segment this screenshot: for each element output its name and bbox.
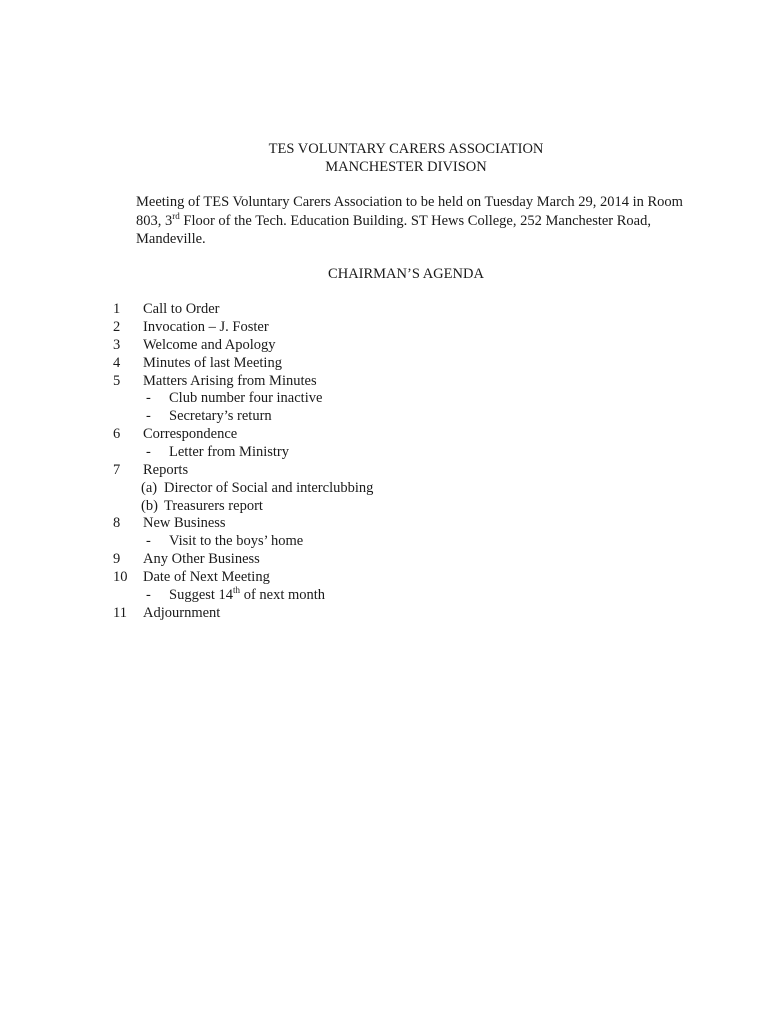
agenda-item-number: 8 bbox=[113, 515, 121, 531]
agenda-item-label: Invocation – J. Foster bbox=[143, 319, 269, 335]
agenda-item-label: Any Other Business bbox=[143, 551, 260, 567]
agenda-heading: CHAIRMAN’S AGENDA bbox=[328, 266, 484, 282]
subitem-marker: (a) bbox=[141, 480, 158, 496]
agenda-item-number: 3 bbox=[113, 337, 121, 353]
agenda-subitem-label: Director of Social and interclubbing bbox=[164, 480, 374, 496]
agenda-item-label: New Business bbox=[143, 515, 226, 531]
agenda-subitem-label: Letter from Ministry bbox=[169, 444, 290, 460]
suggest-text-part2: of next month bbox=[240, 587, 326, 603]
agenda-item-label: Welcome and Apology bbox=[143, 337, 276, 353]
agenda-item-label: Date of Next Meeting bbox=[143, 569, 270, 585]
dash-bullet: - bbox=[146, 390, 151, 406]
dash-bullet: - bbox=[146, 533, 151, 549]
agenda-item-number: 11 bbox=[113, 605, 127, 621]
agenda-subitem-label: Secretary’s return bbox=[169, 408, 272, 424]
suggest-superscript: th bbox=[233, 585, 241, 595]
agenda-item-label: Correspondence bbox=[143, 426, 238, 442]
agenda-item-label: Adjournment bbox=[143, 605, 221, 621]
agenda-item-number: 2 bbox=[113, 319, 121, 335]
agenda-item-number: 5 bbox=[113, 373, 121, 389]
dash-bullet: - bbox=[146, 444, 151, 460]
dash-bullet: - bbox=[146, 408, 151, 424]
agenda-subitem-label: Visit to the boys’ home bbox=[169, 533, 304, 549]
dash-bullet: - bbox=[146, 587, 151, 603]
agenda-subitem-label bbox=[169, 586, 325, 604]
intro-superscript: rd bbox=[172, 210, 180, 221]
agenda-item-number: 6 bbox=[113, 426, 121, 442]
agenda-item-number: 10 bbox=[113, 569, 128, 585]
agenda-item-number: 9 bbox=[113, 551, 121, 567]
intro-text-part1: Meeting of TES Voluntary Carers Association to be held on Tuesday March 29, 2014 in Room 803, 3 bbox=[136, 194, 683, 229]
association-title: TES VOLUNTARY CARERS ASSOCIATION bbox=[268, 141, 544, 157]
agenda-subitem-label: Club number four inactive bbox=[169, 390, 323, 406]
agenda-item-number: 1 bbox=[113, 301, 121, 317]
agenda-item-number: 4 bbox=[113, 355, 121, 371]
agenda-subitem-label: Treasurers report bbox=[164, 498, 263, 514]
division-title: MANCHESTER DIVISON bbox=[325, 159, 487, 175]
agenda-item-label: Matters Arising from Minutes bbox=[143, 373, 317, 389]
agenda-item-label: Call to Order bbox=[143, 301, 220, 317]
agenda-item-number: 7 bbox=[113, 462, 121, 478]
intro-text-part2: Floor of the Tech. Education Building. ST Hews College, 252 Manchester Road, Mandeville. bbox=[136, 212, 651, 247]
agenda-item-label: Reports bbox=[143, 462, 189, 478]
agenda-item-label: Minutes of last Meeting bbox=[143, 355, 282, 371]
suggest-text-part1: Suggest 14 bbox=[169, 587, 234, 603]
subitem-marker: (b) bbox=[141, 498, 158, 514]
